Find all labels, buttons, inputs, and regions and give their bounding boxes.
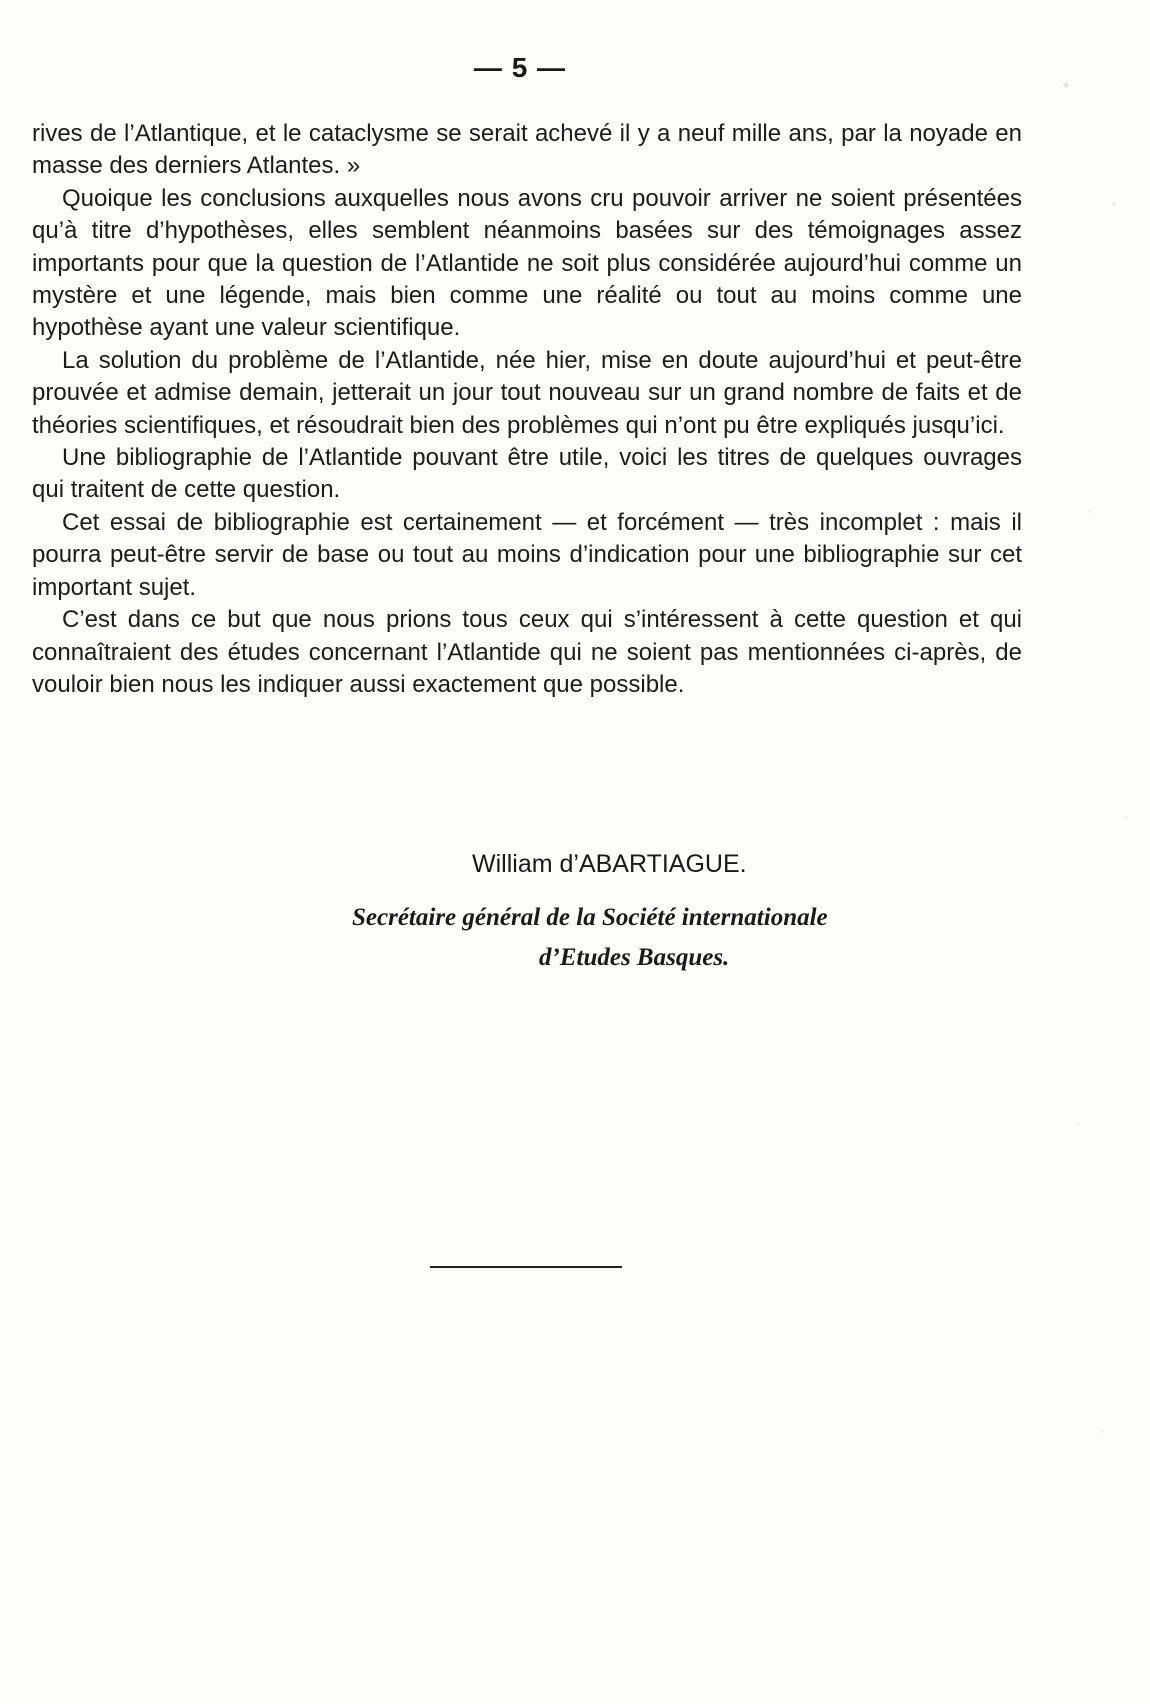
paragraph-bibliography-incomplete: Cet essai de bibliographie est certainement — et forcément — très incomplet : mais il pourra peut-être servir de base ou tout au moins d’indication pour une bibliographie sur cet important sujet. bbox=[32, 508, 1022, 601]
signature-role-line-1: Secrétaire général de la Société internationale bbox=[352, 904, 828, 931]
paper-speckle bbox=[1030, 0, 1150, 1704]
signature-name: William d’ABARTIAGUE. bbox=[472, 850, 747, 878]
page-number: — 5 — bbox=[473, 52, 567, 83]
paragraph-solution: La solution du problème de l’Atlantide, née hier, mise en doute aujourd’hui et peut-être prouvée et admise demain, jetterait un jour tout nouveau sur un grand nombre de faits et de théories scientifiques, et résoudrait bien des problèmes qui n’ont pu être expliqués jusqu’ici. bbox=[32, 346, 1022, 439]
paragraph-hypotheses: Quoique les conclusions auxquelles nous avons cru pouvoir arriver ne soient présentées qu’à titre d’hypothèses, elles semblent néanmoins basées sur des témoignages assez importants pour que la question de l’Atlantide ne soit plus considérée aujourd’hui comme un mystère et une légende, mais bien comme une réalité ou tout au moins comme une hypothèse ayant une valeur scientifique. bbox=[32, 184, 1022, 342]
body-text bbox=[32, 118, 1022, 701]
paragraph-bibliography-intro: Une bibliographie de l’Atlantide pouvant être utile, voici les titres de quelques ouvrages qui traitent de cette question. bbox=[32, 444, 1022, 504]
end-rule bbox=[430, 1266, 622, 1268]
paragraph-continuation: rives de l’Atlantique, et le cataclysme se serait achevé il y a neuf mille ans, par la noyade en masse des derniers Atlantes. » bbox=[32, 120, 1022, 180]
signature-role-line-2: d’Etudes Basques. bbox=[539, 944, 730, 971]
paragraph-request: C’est dans ce but que nous prions tous ceux qui s’intéressent à cette question et qui connaîtraient des études concernant l’Atlantide qui ne soient pas mentionnées ci-après, de vouloir bien nous les indiquer aussi exactement que possible. bbox=[32, 606, 1022, 698]
